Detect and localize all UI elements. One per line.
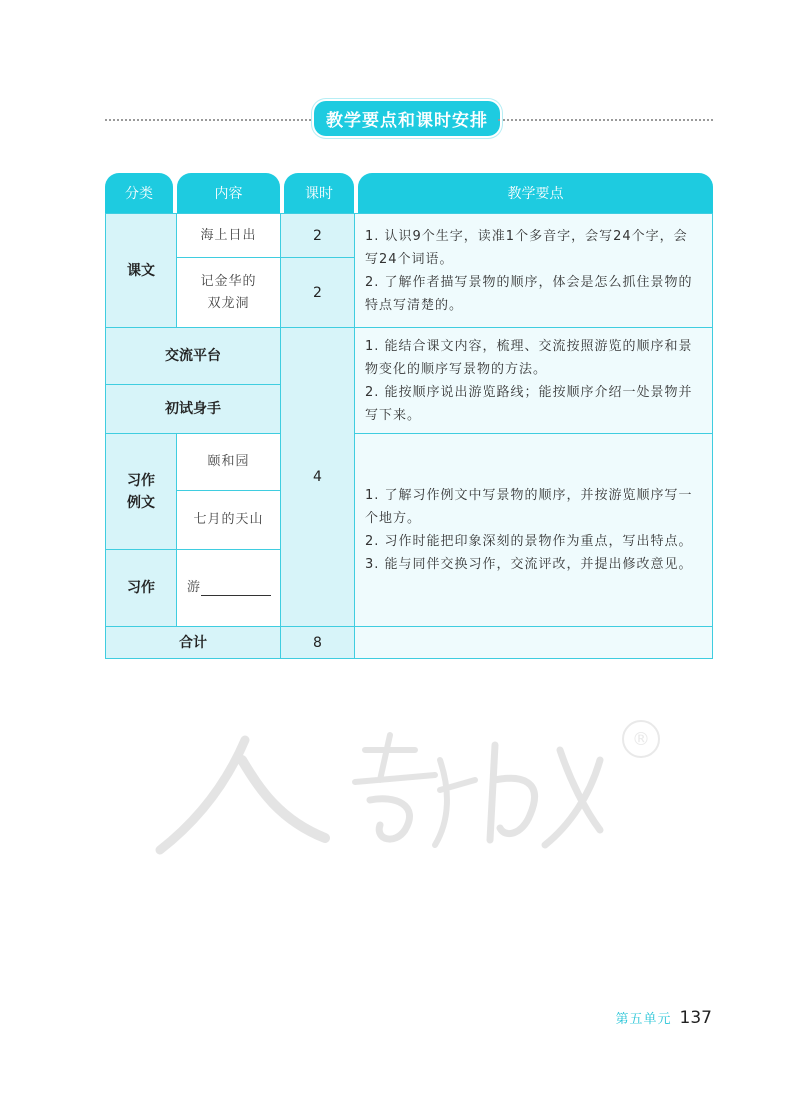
blank-line <box>201 581 271 596</box>
header-rule-right <box>498 119 713 121</box>
page-footer <box>616 1008 712 1028</box>
content-haishangrichu: 海上日出 <box>176 213 281 258</box>
hours-group: 4 <box>280 327 355 627</box>
category-kewen: 课文 <box>105 213 177 328</box>
header-points: 教学要点 <box>358 173 713 213</box>
category-xizuoliwen-line1: 习作 <box>127 472 155 489</box>
total-notes-empty <box>354 626 713 659</box>
points-group-a-item: 2. 能按顺序说出游览路线；能按顺序介绍一处景物并写下来。 <box>365 384 693 423</box>
hours-haishangrichu: 2 <box>280 213 355 258</box>
header-content: 内容 <box>177 173 280 213</box>
content-qiyuedetianshan: 七月的天山 <box>176 490 281 550</box>
content-xizuo-prefix: 游 <box>187 580 202 595</box>
points-group-b <box>354 433 713 627</box>
total-label: 合计 <box>105 626 281 659</box>
category-xizuoliwen <box>105 433 177 550</box>
registered-mark: ® <box>622 720 660 758</box>
content-xizuo <box>176 549 281 627</box>
header-rule-left <box>105 119 315 121</box>
category-jiaoliupingtai: 交流平台 <box>105 327 281 385</box>
content-shuanglongdong <box>176 257 281 328</box>
points-group-b-item: 1. 了解习作例文中写景物的顺序，并按游览顺序写一个地方。 <box>365 488 693 526</box>
header-category: 分类 <box>105 173 173 213</box>
points-kewen-item: 2. 了解作者描写景物的顺序，体会是怎么抓住景物的特点写清楚的。 <box>365 274 693 313</box>
header-hours: 课时 <box>284 173 354 213</box>
category-xizuo: 习作 <box>105 549 177 627</box>
publisher-watermark <box>150 720 660 860</box>
unit-label: 第五单元 <box>615 1012 672 1027</box>
points-kewen <box>354 213 713 328</box>
content-shuanglongdong-line2: 双龙洞 <box>207 295 250 311</box>
watermark-logo-icon <box>150 720 610 860</box>
hours-shuanglongdong: 2 <box>280 257 355 328</box>
points-group-b-item: 3. 能与同伴交换习作，交流评改，并提出修改意见。 <box>365 557 693 572</box>
section-title: 教学要点和课时安排 <box>314 101 500 136</box>
points-group-a-item: 1. 能结合课文内容，梳理、交流按照游览的顺序和景物变化的顺序写景物的方法。 <box>365 338 693 377</box>
points-kewen-item: 1. 认识9个生字，读准1个多音字，会写24个字，会写24个词语。 <box>365 228 688 267</box>
page-number: 137 <box>679 1008 712 1028</box>
category-xizuoliwen-line2: 例文 <box>127 494 155 511</box>
content-yiheyuan: 颐和园 <box>176 433 281 491</box>
total-hours: 8 <box>280 626 355 659</box>
content-shuanglongdong-line1: 记金华的 <box>200 273 257 289</box>
category-chushishenshou: 初试身手 <box>105 384 281 434</box>
points-group-a <box>354 327 713 434</box>
points-group-b-item: 2. 习作时能把印象深刻的景物作为重点，写出特点。 <box>365 534 693 549</box>
lesson-plan-table <box>105 173 713 659</box>
